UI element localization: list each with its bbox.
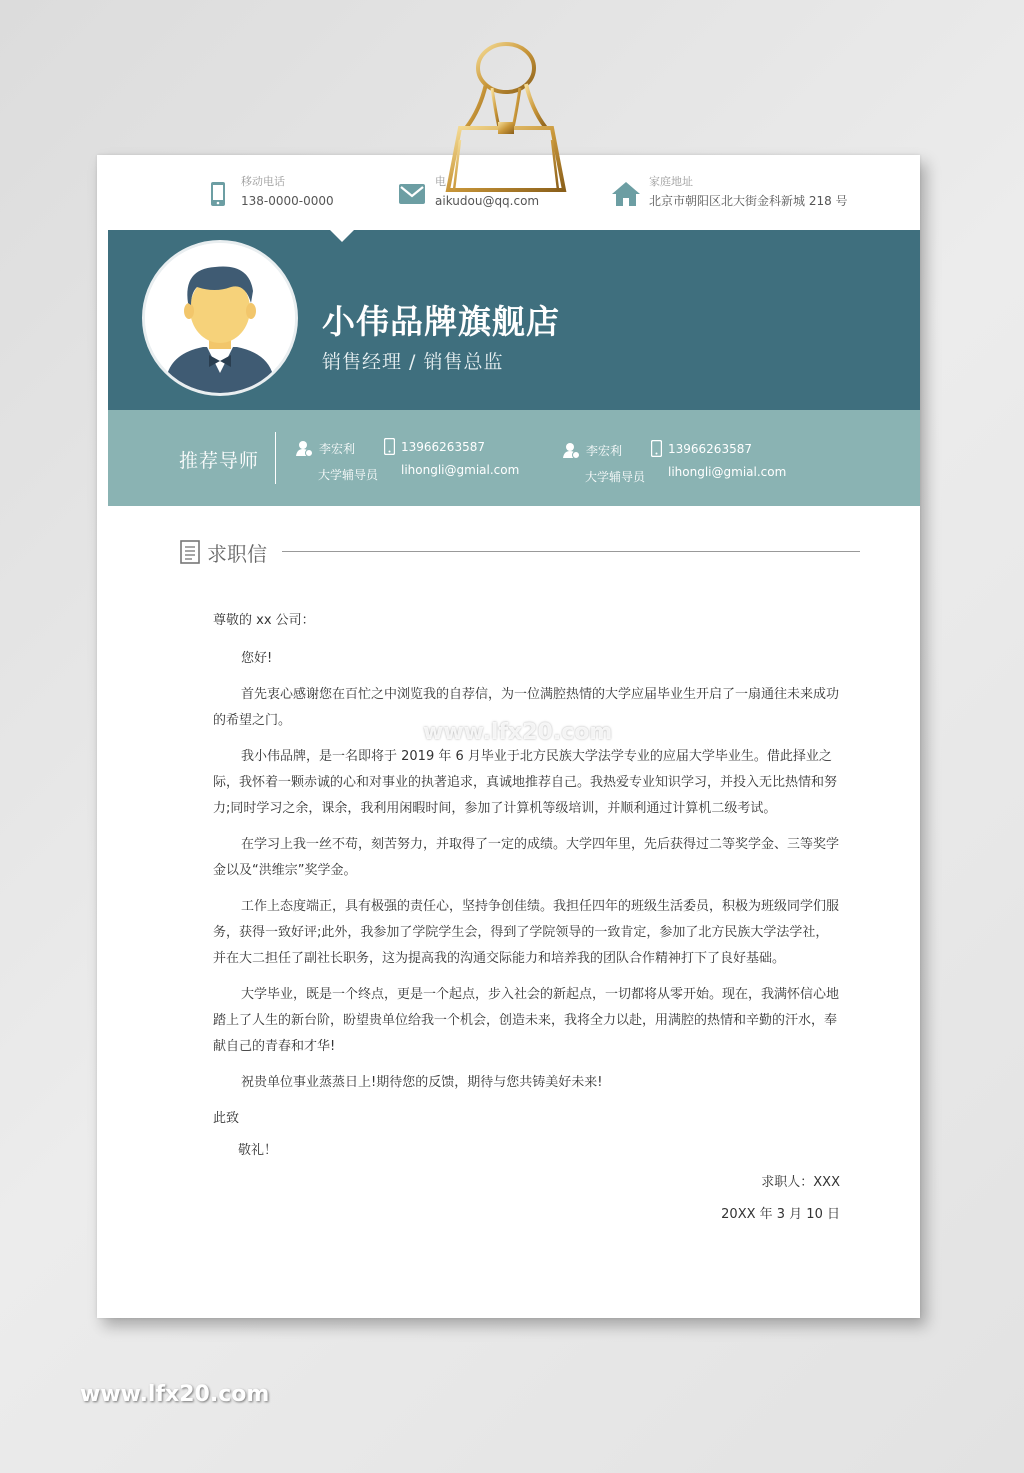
store-name: 小伟品牌旗舰店 <box>322 302 560 341</box>
contact-phone-label: 移动电话 <box>241 175 285 188</box>
letter-paragraph: 在学习上我一丝不苟，刻苦努力，并取得了一定的成绩。大学四年里，先后获得过二等奖学金、三等奖学金以及“洪维宗”奖学金。 <box>213 837 840 878</box>
contact-phone-value: 138-0000-0000 <box>241 194 334 208</box>
letter-signer: 求职人：XXX <box>761 1175 840 1190</box>
contact-phone <box>203 173 334 233</box>
watermark-middle: www.lfx20.com <box>423 720 613 745</box>
job-title: 销售经理 / 销售总监 <box>322 351 504 373</box>
document-icon <box>180 540 200 564</box>
mentor-2-name: 李宏利 <box>586 444 623 458</box>
header-notch <box>329 229 355 242</box>
letter-paragraph: 首先衷心感谢您在百忙之中浏览我的自荐信，为一位满腔热情的大学应届毕业生开启了一扇通往未来成功的希望之门。 <box>213 687 840 728</box>
envelope-icon <box>397 179 427 209</box>
contact-address-value: 北京市朝阳区北大街金科新城 218 号 <box>649 194 848 208</box>
mentor-1-phone-row <box>384 438 485 455</box>
contact-address <box>611 173 848 233</box>
mentor-divider <box>275 432 276 484</box>
mentor-2-email: lihongli@gmial.com <box>668 465 787 479</box>
section-divider <box>282 551 860 552</box>
letter-paragraph: 祝贵单位事业蒸蒸日上!期待您的反馈，期待与您共铸美好未来! <box>241 1075 603 1090</box>
letter-regards: 敬礼！ <box>238 1143 278 1158</box>
mentor-title: 推荐导师 <box>179 450 260 472</box>
letter-date: 20XX 年 3 月 10 日 <box>721 1207 840 1222</box>
user-check-icon <box>563 442 580 459</box>
watermark-bottom: www.lfx20.com <box>80 1382 270 1407</box>
user-check-icon <box>296 440 313 457</box>
letter-paragraph: 大学毕业，既是一个终点，更是一个起点，步入社会的新起点，一切都将从零开始。现在，我满怀信心地踏上了人生的新台阶，盼望贵单位给我一个机会，创造未来，我将全力以赴，用满腔的热情和辛勤的汗水，奉献自己的青春和才华! <box>213 987 840 1054</box>
letter-paragraph: 工作上态度端正，具有极强的责任心，坚持争创佳绩。我担任四年的班级生活委员，积极为班级同学们服务，获得一致好评;此外，我参加了学院学生会，得到了学院领导的一致肯定，参加了北方民族大学法学社，并在大二担任了副社长职务，这为提高我的沟通交际能力和培养我的团队合作精神打下了良好基础。 <box>213 899 840 966</box>
mobile-phone-icon <box>203 179 233 209</box>
mentor-1-name: 李宏利 <box>319 442 356 456</box>
contact-email-value: aikudou@qq.com <box>435 194 540 208</box>
section-title: 求职信 <box>207 542 267 566</box>
header-band <box>108 230 920 410</box>
cover-letter <box>213 608 840 1234</box>
mentor-1-email: lihongli@gmial.com <box>401 463 520 477</box>
home-icon <box>611 179 641 209</box>
mentor-band <box>108 410 920 506</box>
contact-email-label: 电 <box>435 175 446 188</box>
mentor-2-phone-row <box>651 440 752 457</box>
mentor-2-position: 大学辅导员 <box>585 470 646 484</box>
mentor-1-name-row <box>296 440 355 457</box>
mentor-2-phone: 13966263587 <box>668 441 752 456</box>
letter-salutation: 尊敬的 xx 公司： <box>213 613 315 628</box>
binder-clip-icon <box>436 40 576 210</box>
mentor-1-position: 大学辅导员 <box>318 468 379 482</box>
mobile-phone-icon <box>384 438 395 455</box>
letter-paragraph: 您好! <box>241 651 273 666</box>
avatar <box>142 240 298 396</box>
mobile-phone-icon <box>651 440 662 457</box>
letter-paragraph: 我小伟品牌，是一名即将于 2019 年 6 月毕业于北方民族大学法学专业的应届大学毕业生。借此择业之际，我怀着一颗赤诚的心和对事业的执著追求，真诚地推荐自己。我热爱专业知识学习，并投入无比热情和努力;同时学习之余，课余，我利用闲暇时间，参加了计算机等级培训，并顺利通过计算机二级考试。 <box>213 749 838 816</box>
contact-address-label: 家庭地址 <box>649 175 693 188</box>
mentor-2-name-row <box>563 442 622 459</box>
person-avatar-icon <box>145 243 295 393</box>
letter-closing: 此致 <box>213 1111 240 1126</box>
mentor-1-phone: 13966263587 <box>401 439 485 454</box>
